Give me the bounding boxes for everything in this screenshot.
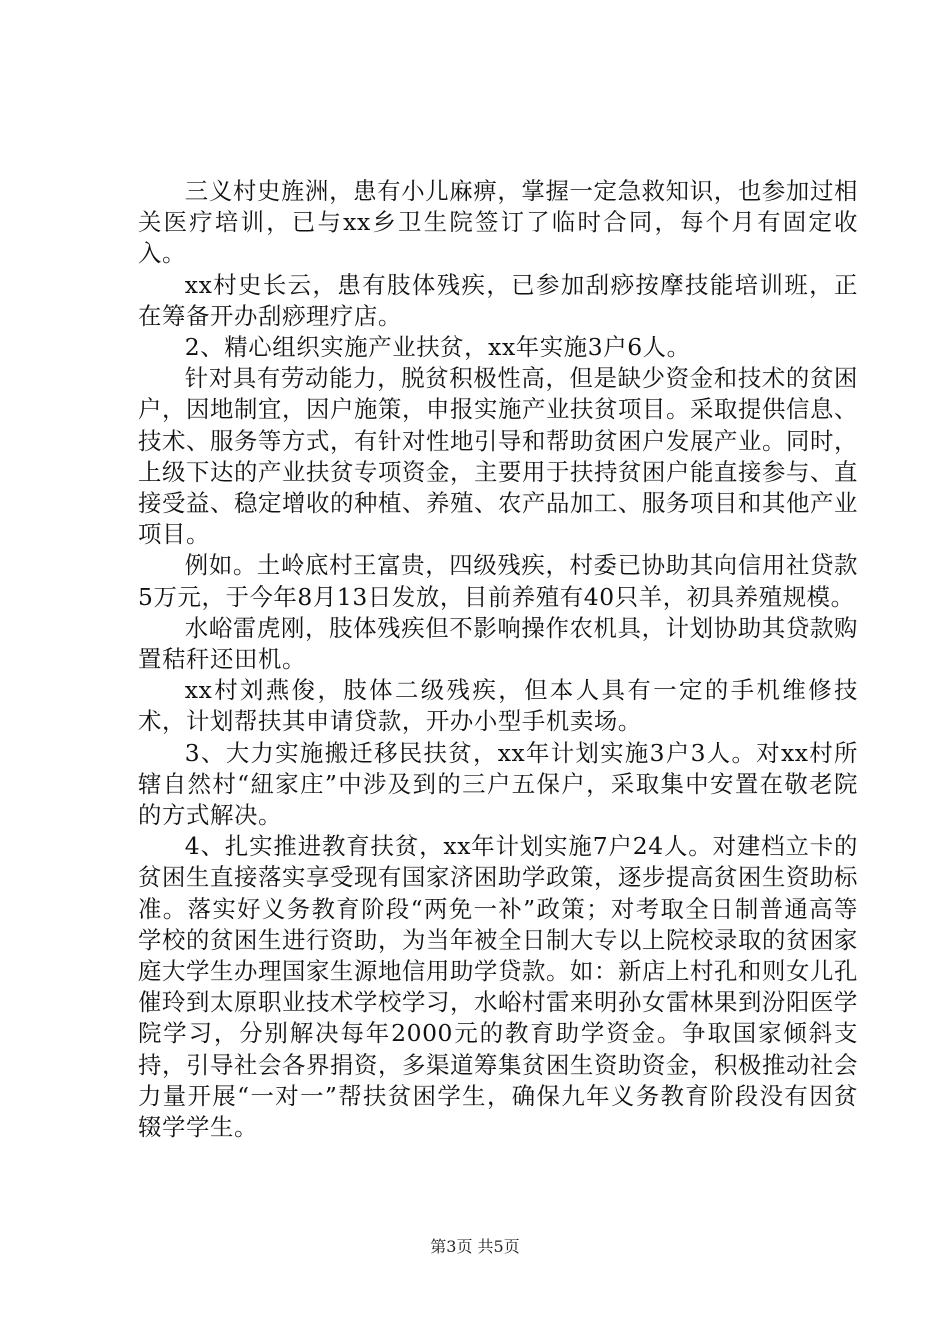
paragraph: 针对具有劳动能力，脱贫积极性高，但是缺少资金和技术的贫困户，因地制宜，因户施策，申报实施产业扶贫项目。采取提供信息、技术、服务等方式，有针对性地引导和帮助贫困户发展产业。同时，上级下达的产业扶贫专项资金，主要用于扶持贫困户能直接参与、直接受益、稳定增收的种植、养殖、农产品加工、服务项目和其他产业项目。 [138,364,858,549]
paragraph: 三义村史旌洲，患有小儿麻痹，掌握一定急救知识，也参加过相关医疗培训，已与xx乡卫生院签订了临时合同，每个月有固定收入。 [138,177,858,268]
paragraph: xx村史长云，患有肢体残疾，已参加刮痧按摩技能培训班，正在筹备开办刮痧理疗店。 [138,270,858,330]
paragraph: 3、大力实施搬迁移民扶贫，xx年计划实施3户3人。对xx村所辖自然村“紐家庄”中涉及到的三户五保户，采取集中安置在敬老院的方式解决。 [138,738,858,830]
page-number-footer: 第3页 共5页 [430,1237,520,1256]
paragraph: 水峪雷虎刚，肢体残疾但不影响操作农机具，计划协助其贷款购置秸秆还田机。 [138,613,858,674]
paragraph: 4、扎实推进教育扶贫，xx年计划实施7户24人。对建档立卡的贫困生直接落实享受现有国家济困助学政策，逐步提高贫困生资助标准。落实好义务教育阶段“两免一补”政策；对考取全日制普通高等学校的贫困生进行资助，为当年被全日制大专以上院校录取的贫困家庭大学生办理国家生源地信用助学贷款。如：新店上村孔和则女儿孔催玲到太原职业技术学校学习，水峪村雷来明孙女雷林果到汾阳医学院学习，分别解决每年2000元的教育助学资金。争取国家倾斜支持，引导社会各界捐资，多渠道筹集贫困生资助资金，积极推动社会力量开展“一对一”帮扶贫困学生，确保九年义务教育阶段没有因贫辍学学生。 [138,832,858,1142]
paragraph: xx村刘燕俊，肢体二级残疾，但本人具有一定的手机维修技术，计划帮扶其申请贷款，开办小型手机卖场。 [138,676,858,736]
paragraph: 例如。土岭底村王富贵，四级残疾，村委已协助其向信用社贷款5万元，于今年8月13日发放，目前养殖有40只羊，初具养殖规模。 [138,551,858,611]
paragraph: 2、精心组织实施产业扶贫，xx年实施3户6人。 [184,333,691,362]
document-body [138,176,858,1143]
